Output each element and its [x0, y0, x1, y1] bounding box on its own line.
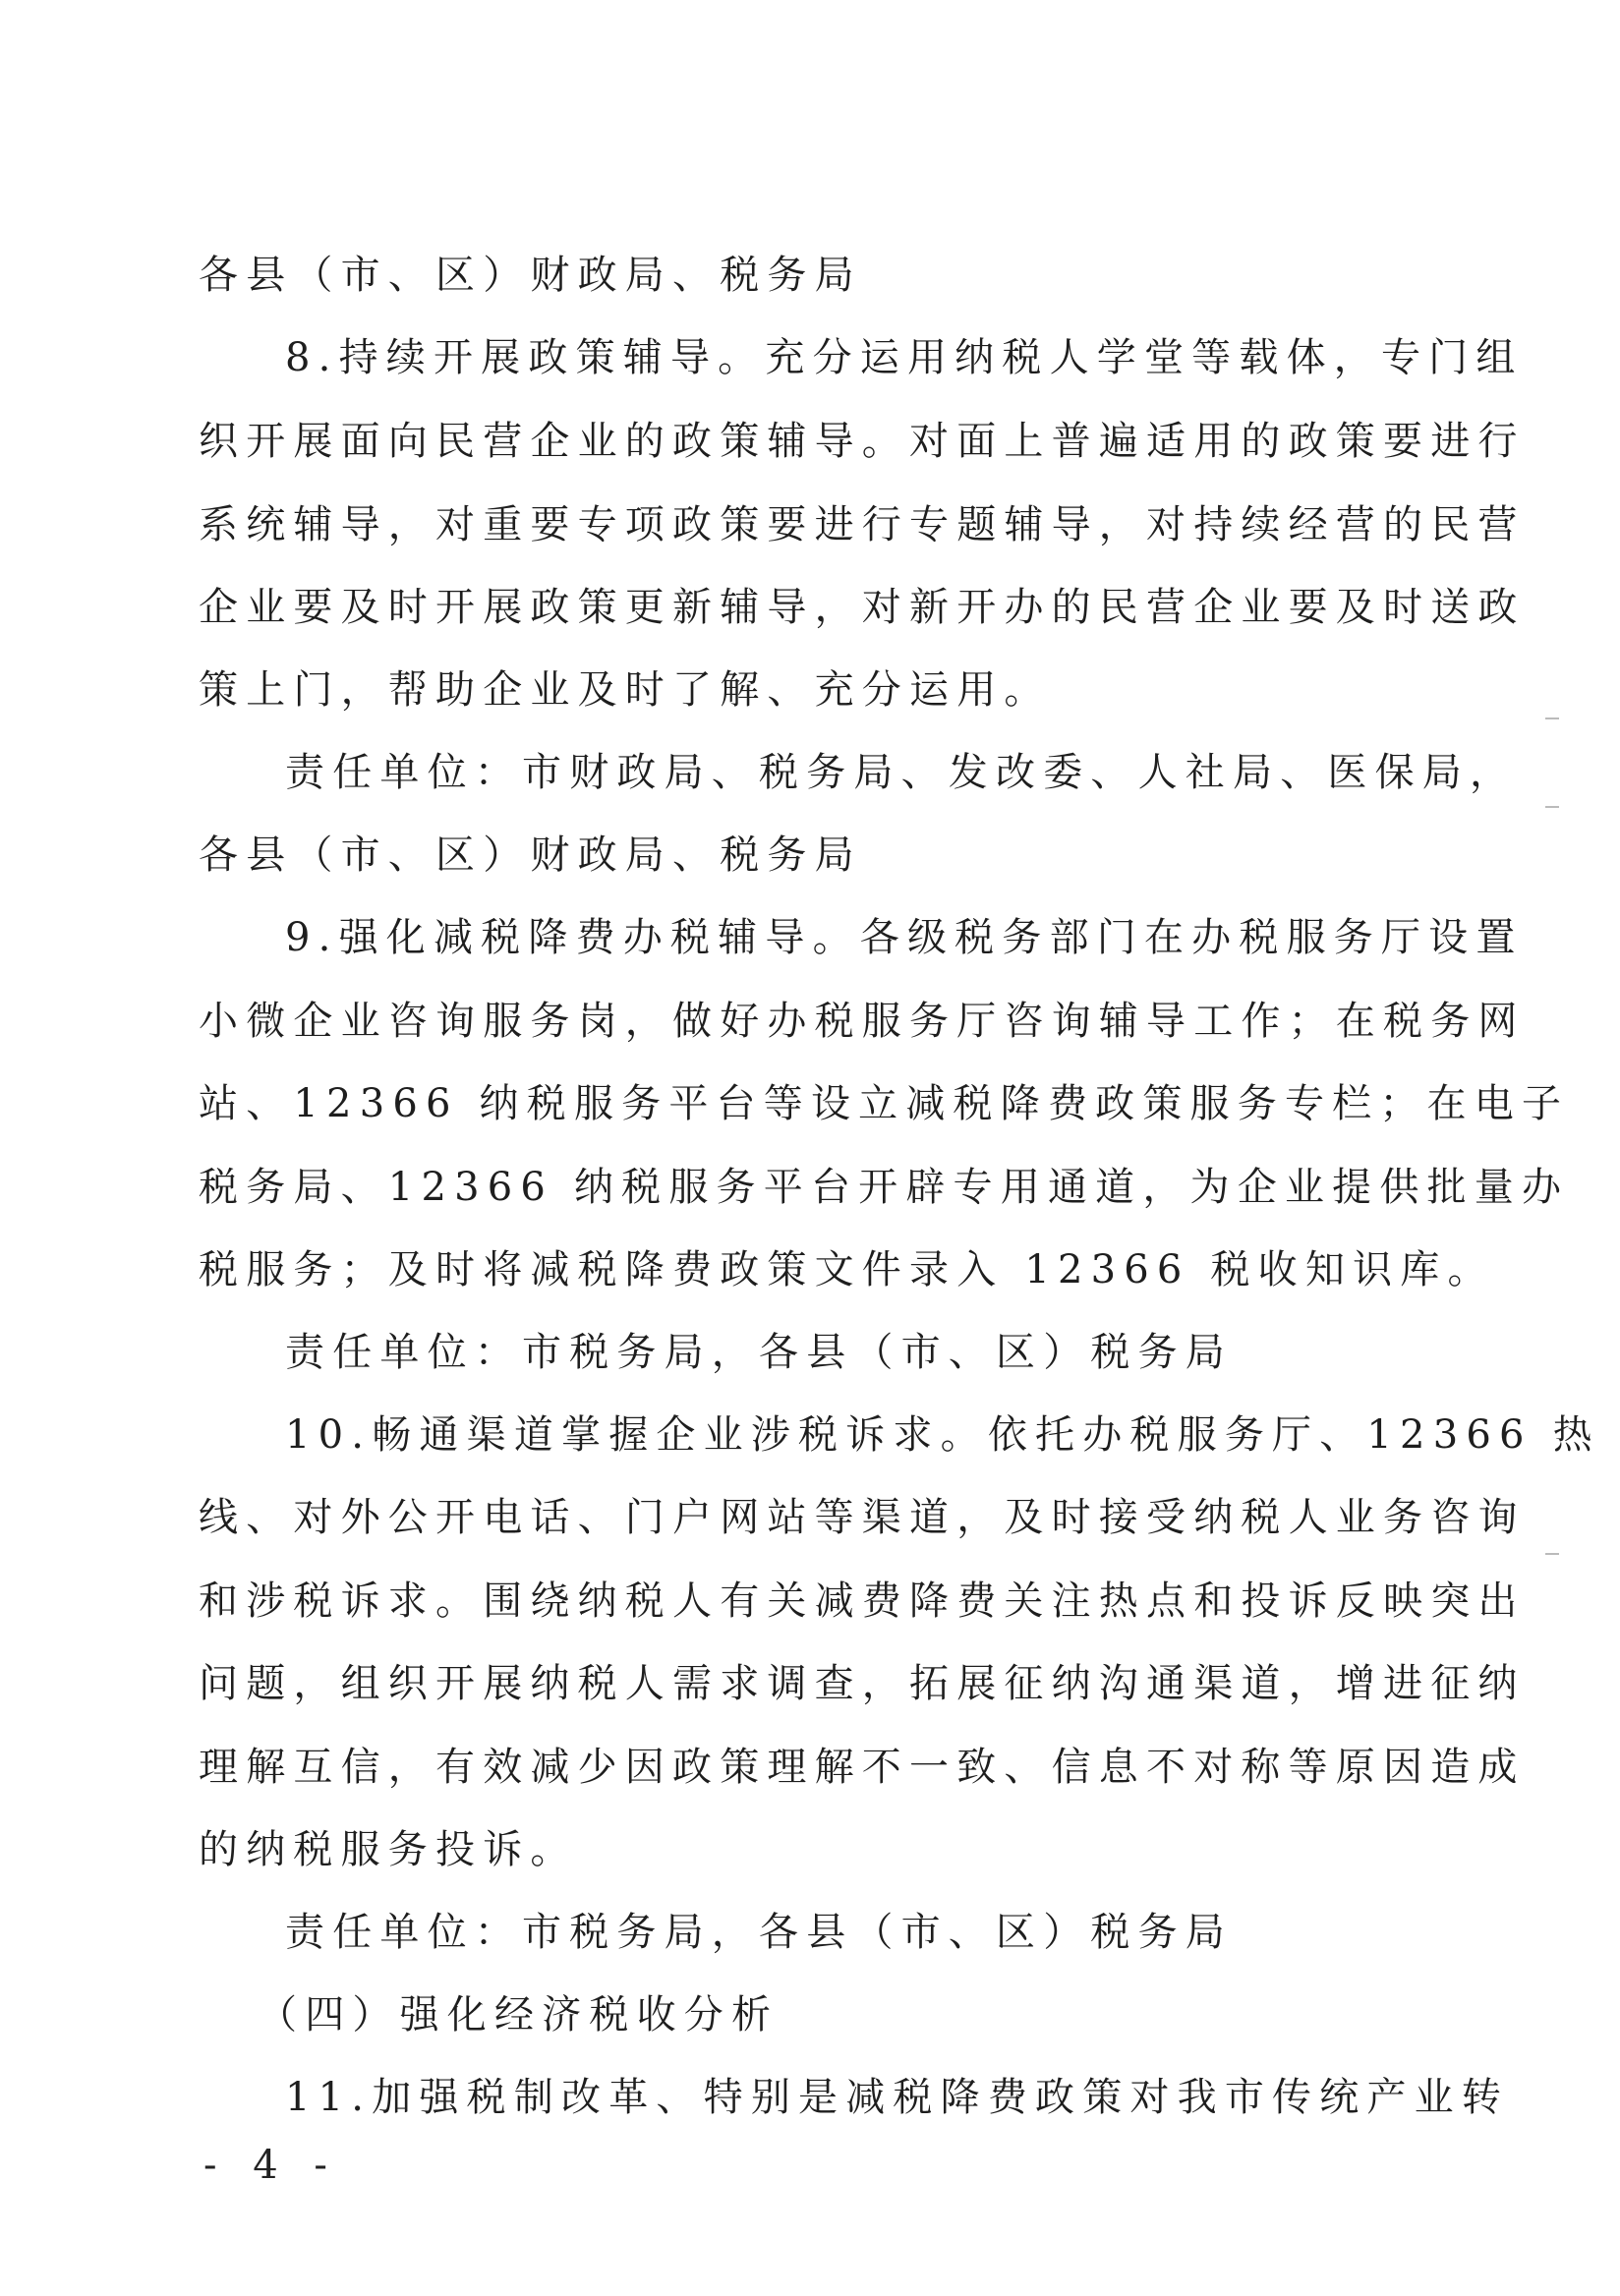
text-line: 理解互信，有效减少因政策理解不一致、信息不对称等原因造成: [199, 1745, 1526, 1790]
text-line: 系统辅导，对重要专项政策要进行专题辅导，对持续经营的民营: [199, 502, 1526, 547]
scan-mark: [1545, 718, 1559, 719]
item-10-heading: 10.畅通渠道掌握企业涉税诉求。依托办税服务厅、12366 热: [285, 1412, 1600, 1458]
text-line: 各县（市、区）财政局、税务局: [199, 253, 862, 298]
text-line: 企业要及时开展政策更新辅导，对新开办的民营企业要及时送政: [199, 585, 1526, 630]
scan-mark: [1545, 1553, 1559, 1555]
page-number: - 4 -: [203, 2143, 339, 2188]
text-line: 的纳税服务投诉。: [199, 1827, 578, 1872]
text-line: 问题，组织开展纳税人需求调查，拓展征纳沟通渠道，增进征纳: [199, 1661, 1526, 1706]
section-heading: （四）强化经济税收分析: [258, 1992, 780, 2038]
responsible-unit: 责任单位：市税务局，各县（市、区）税务局: [285, 1910, 1233, 1955]
responsible-unit: 责任单位：市财政局、税务局、发改委、人社局、医保局，: [285, 750, 1518, 795]
item-11-heading: 11.加强税制改革、特别是减税降费政策对我市传统产业转: [285, 2075, 1510, 2120]
text-line: 织开展面向民营企业的政策辅导。对面上普遍适用的政策要进行: [199, 419, 1526, 464]
responsible-unit: 责任单位：市税务局，各县（市、区）税务局: [285, 1330, 1233, 1375]
text-line: 税服务；及时将减税降费政策文件录入 12366 税收知识库。: [199, 1247, 1495, 1292]
text-line: 站、12366 纳税服务平台等设立减税降费政策服务专栏；在电子: [199, 1081, 1570, 1126]
item-9-heading: 9.强化减税降费办税辅导。各级税务部门在办税服务厅设置: [285, 915, 1524, 960]
text-line: 策上门，帮助企业及时了解、充分运用。: [199, 667, 1052, 713]
text-line: 各县（市、区）财政局、税务局: [199, 832, 862, 878]
text-line: 小微企业咨询服务岗，做好办税服务厅咨询辅导工作；在税务网: [199, 999, 1526, 1044]
text-line: 线、对外公开电话、门户网站等渠道，及时接受纳税人业务咨询: [199, 1495, 1526, 1540]
text-line: 税务局、12366 纳税服务平台开辟专用通道，为企业提供批量办: [199, 1165, 1570, 1210]
scan-mark: [1545, 806, 1559, 808]
item-8-heading: 8.持续开展政策辅导。充分运用纳税人学堂等载体，专门组: [285, 335, 1524, 380]
text-line: 和涉税诉求。围绕纳税人有关减费降费关注热点和投诉反映突出: [199, 1578, 1526, 1624]
